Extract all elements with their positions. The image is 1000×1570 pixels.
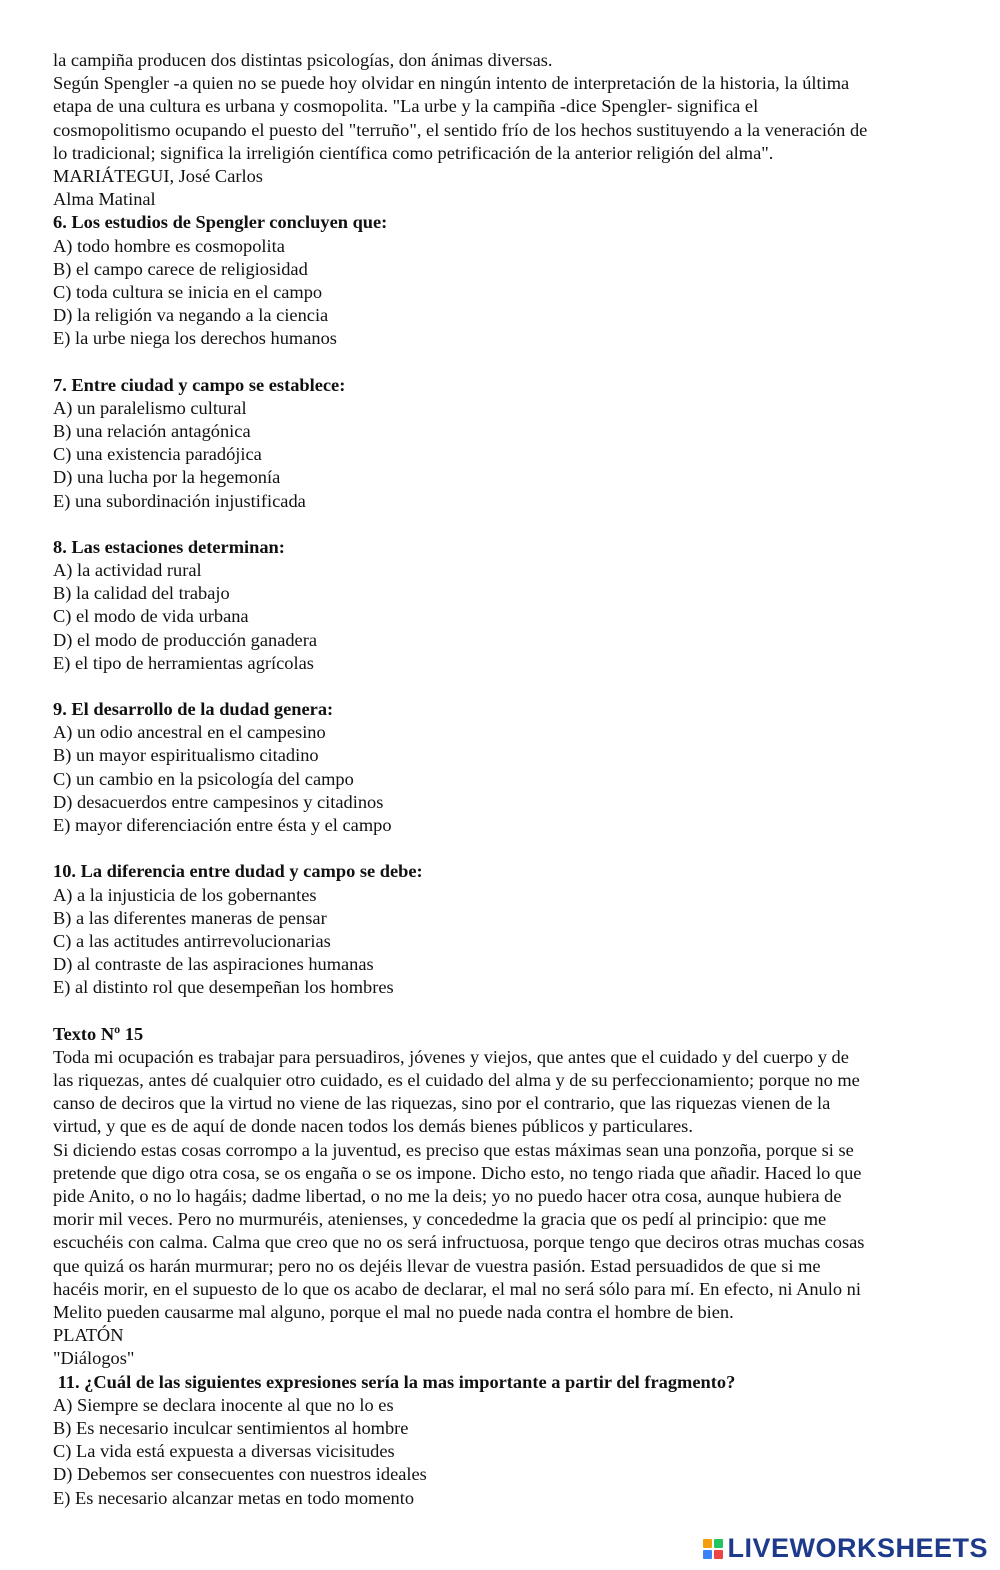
passage-line: canso de deciros que la virtud no viene de las riquezas, sino por el contrario, que las riquezas vienen de la — [53, 1093, 831, 1114]
passage-work: Alma Matinal — [53, 189, 156, 210]
answer-option[interactable]: A) un paralelismo cultural — [53, 397, 247, 418]
answer-option[interactable]: E) el tipo de herramientas agrícolas — [53, 652, 314, 673]
answer-option[interactable]: C) La vida está expuesta a diversas vicisitudes — [53, 1441, 395, 1462]
logo-text: LIVEWORKSHEETS — [727, 1533, 988, 1563]
answer-option[interactable]: E) la urbe niega los derechos humanos — [53, 328, 337, 349]
logo-mark-icon — [703, 1539, 723, 1559]
spacer — [53, 513, 953, 536]
answer-option[interactable]: A) un odio ancestral en el campesino — [53, 722, 326, 743]
answer-option[interactable]: B) Es necesario inculcar sentimientos al hombre — [53, 1417, 409, 1438]
answer-option[interactable]: A) todo hombre es cosmopolita — [53, 235, 285, 256]
answer-option[interactable]: C) el modo de vida urbana — [53, 606, 249, 627]
question-text: 11. ¿Cuál de las siguientes expresiones sería la mas importante a partir del fragmento? — [53, 1371, 736, 1392]
question-text: 6. Los estudios de Spengler concluyen que: — [53, 212, 388, 233]
passage-work: "Diálogos" — [53, 1348, 135, 1369]
answer-option[interactable]: E) al distinto rol que desempeñan los hombres — [53, 977, 394, 998]
question-text: 7. Entre ciudad y campo se establece: — [53, 374, 346, 395]
answer-option[interactable]: E) mayor diferenciación entre ésta y el campo — [53, 815, 392, 836]
answer-option[interactable]: B) el campo carece de religiosidad — [53, 258, 308, 279]
answer-option[interactable]: D) Debemos ser consecuentes con nuestros ideales — [53, 1464, 427, 1485]
passage-line: escuchéis con calma. Calma que creo que no os será infructuosa, porque tengo que deciros otras muchas cosas — [53, 1232, 865, 1253]
answer-option[interactable]: C) un cambio en la psicología del campo — [53, 768, 354, 789]
passage-line: cosmopolitismo ocupando el puesto del "terruño", el sentido frío de los hechos sustituyendo a la veneración de — [53, 119, 868, 140]
spacer — [53, 351, 953, 374]
answer-option[interactable]: A) a la injusticia de los gobernantes — [53, 884, 317, 905]
passage-line: virtud, y que es de aquí de donde nacen todos los demás bienes públicos y particulares. — [53, 1116, 693, 1137]
answer-option[interactable]: B) una relación antagónica — [53, 421, 251, 442]
passage-line: que quizá os harán murmurar; pero no os dejéis llevar de vuestra pasión. Estad persuadidos de que si me — [53, 1255, 821, 1276]
passage-line: morir mil veces. Pero no murmuréis, atenienses, y concededme la gracia que os pedí al principio: que me — [53, 1209, 827, 1230]
answer-option[interactable]: C) toda cultura se inicia en el campo — [53, 282, 323, 303]
passage-title: Texto Nº 15 — [53, 1023, 144, 1044]
passage-spengler — [53, 49, 953, 211]
passage-line: pide Anito, o no lo hagáis; dadme libertad, o no me la deis; yo no puedo hacer otra cosa, aunque hubiera de — [53, 1185, 842, 1206]
passage-line: la campiña producen dos distintas psicologías, don ánimas diversas. — [53, 50, 553, 70]
passage-author: PLATÓN — [53, 1325, 124, 1346]
answer-option[interactable]: C) una existencia paradójica — [53, 444, 262, 465]
passage-line: pretende que digo otra cosa, se os engaña o se os impone. Dicho esto, no tengo riada que añadir. Haced lo que — [53, 1162, 862, 1183]
answer-option[interactable]: C) a las actitudes antirrevolucionarias — [53, 930, 331, 951]
answer-option[interactable]: B) a las diferentes maneras de pensar — [53, 907, 327, 928]
answer-option[interactable]: B) la calidad del trabajo — [53, 583, 230, 604]
spacer — [53, 1000, 953, 1023]
question-text: 10. La diferencia entre dudad y campo se debe: — [53, 861, 423, 882]
logo-square — [714, 1550, 723, 1559]
answer-option[interactable]: A) la actividad rural — [53, 560, 202, 581]
passage-line: Si diciendo estas cosas corrompo a la juventud, es preciso que estas máximas sean una ponzoña, porque si se — [53, 1139, 854, 1160]
answer-option[interactable]: B) un mayor espiritualismo citadino — [53, 745, 319, 766]
answer-option[interactable]: D) una lucha por la hegemonía — [53, 467, 281, 488]
question-text: 9. El desarrollo de la dudad genera: — [53, 699, 334, 720]
passage-line: hacéis morir, en el supuesto de lo que os acabo de declarar, el mal no será sólo para mí. En efecto, ni Anulo ni — [53, 1278, 861, 1299]
worksheet-page — [53, 49, 953, 1510]
question-7 — [53, 374, 953, 513]
passage-line: Melito pueden causarme mal alguno, porque el mal no puede nada contra el hombre de bien. — [53, 1301, 734, 1322]
answer-option[interactable]: D) al contraste de las aspiraciones humanas — [53, 954, 374, 975]
passage-line: Según Spengler -a quien no se puede hoy olvidar en ningún intento de interpretación de la historia, la última — [53, 73, 850, 94]
question-11 — [53, 1371, 953, 1510]
passage-author: MARIÁTEGUI, José Carlos — [53, 166, 263, 187]
logo-square — [703, 1550, 712, 1559]
logo-square — [714, 1539, 723, 1548]
question-8 — [53, 536, 953, 675]
answer-option[interactable]: D) la religión va negando a la ciencia — [53, 305, 329, 326]
passage-line: Toda mi ocupación es trabajar para persuadiros, jóvenes y viejos, que antes que el cuidado y del cuerpo y de — [53, 1046, 849, 1067]
passage-platon — [53, 1023, 953, 1371]
question-10 — [53, 860, 953, 999]
question-text: 8. Las estaciones determinan: — [53, 536, 285, 557]
answer-option[interactable]: D) desacuerdos entre campesinos y citadinos — [53, 791, 384, 812]
question-9 — [53, 698, 953, 837]
passage-line: lo tradicional; significa la irreligión científica como petrificación de la anterior religión del alma". — [53, 142, 774, 163]
passage-line: etapa de una cultura es urbana y cosmopolita. "La urbe y la campiña -dice Spengler- significa el — [53, 96, 759, 117]
liveworksheets-logo — [703, 1535, 988, 1562]
passage-line: las riquezas, antes dé cualquier otro cuidado, es el cuidado del alma y de su perfeccionamiento; porque no me — [53, 1069, 860, 1090]
spacer — [53, 837, 953, 860]
answer-option[interactable]: E) Es necesario alcanzar metas en todo momento — [53, 1487, 415, 1508]
answer-option[interactable]: A) Siempre se declara inocente al que no lo es — [53, 1394, 394, 1415]
spacer — [53, 675, 953, 698]
logo-square — [703, 1539, 712, 1548]
answer-option[interactable]: E) una subordinación injustificada — [53, 490, 306, 511]
question-6 — [53, 211, 953, 350]
answer-option[interactable]: D) el modo de producción ganadera — [53, 629, 318, 650]
